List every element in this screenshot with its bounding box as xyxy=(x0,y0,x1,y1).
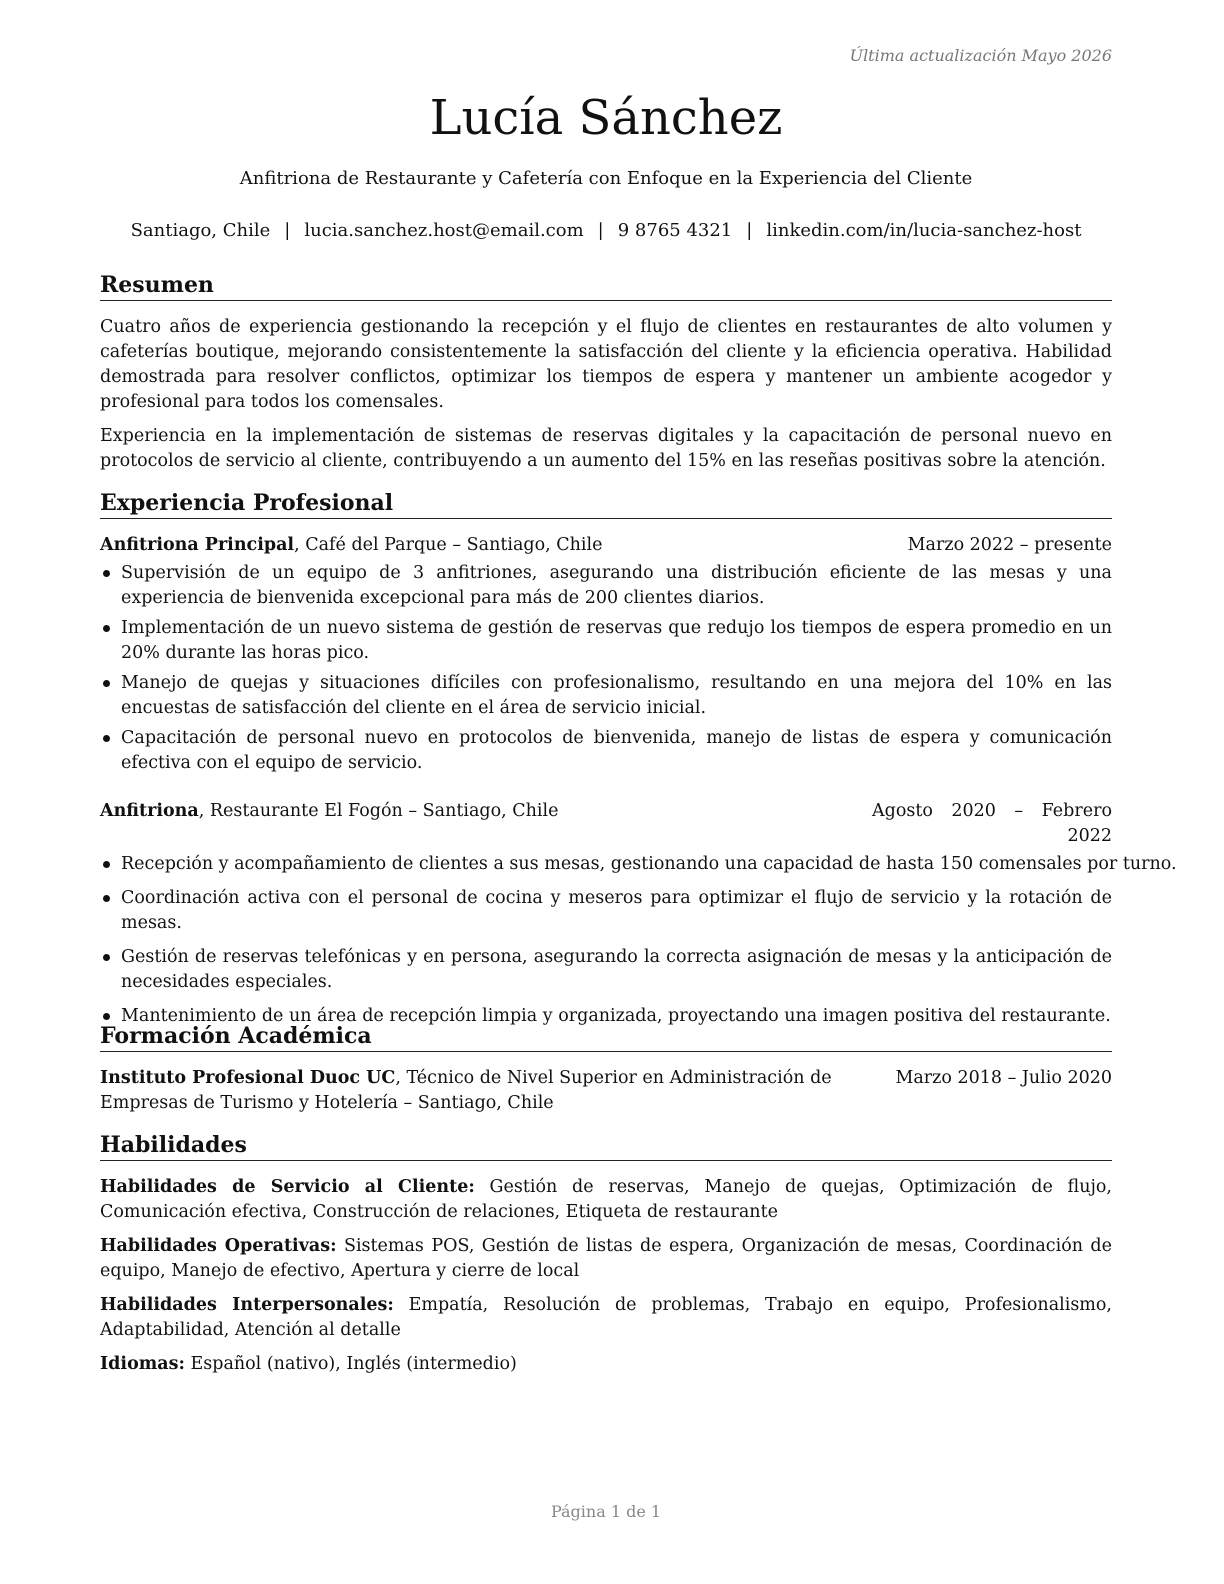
job-bullet: Capacitación de personal nuevo en protocolos de bienvenida, manejo de listas de espera y comunicación efectiva con el equipo de servicio. xyxy=(100,726,1112,776)
skills-title: Habilidades xyxy=(100,1131,1112,1161)
summary-paragraph: Experiencia en la implementación de sistemas de reservas digitales y la capacitación de personal nuevo en protocolos de servicio al cliente, contribuyendo a un aumento del 15% en las reseñas positivas sobre la atención. xyxy=(100,426,1112,471)
contact-line xyxy=(100,219,1112,243)
contact-phone: 9 8765 4321 xyxy=(617,220,733,241)
experience-section xyxy=(100,489,1177,1029)
education-title: Formación Académica xyxy=(100,1022,1112,1052)
skill-items: Gestión de reservas, Manejo de quejas, Optimización de flujo, Comunicación efectiva, Construcción de relaciones, Etiqueta de restaurante xyxy=(100,1177,1112,1222)
education-institution: Instituto Profesional Duoc UC xyxy=(100,1068,396,1088)
job-bullets xyxy=(100,852,1177,1029)
candidate-tagline: Anfitriona de Restaurante y Cafetería con Enfoque en la Experiencia del Cliente xyxy=(239,168,973,189)
job-dates: Agosto 2020 – Febrero 2022 xyxy=(872,801,1112,846)
job-dates: Marzo 2022 – presente xyxy=(907,535,1112,555)
skill-group xyxy=(100,1352,1112,1377)
skill-label: Habilidades Operativas: xyxy=(100,1236,337,1256)
job-bullet: Mantenimiento de un área de recepción limpia y organizada, proyectando una imagen positiva del restaurante. xyxy=(100,1004,1112,1029)
job-bullet: Gestión de reservas telefónicas y en persona, asegurando la correcta asignación de mesas y la anticipación de necesidades especiales. xyxy=(100,945,1112,995)
skill-items: Español (nativo), Inglés (intermedio) xyxy=(184,1354,517,1374)
job-company: , Restaurante El Fogón – Santiago, Chile xyxy=(198,801,559,821)
job-header xyxy=(100,533,1112,558)
job-bullet: Implementación de un nuevo sistema de gestión de reservas que redujo los tiempos de espera promedio en un 20% durante las horas pico. xyxy=(100,616,1112,666)
last-updated: Última actualización Mayo 2026 xyxy=(849,46,1112,65)
skills-body xyxy=(100,1175,1112,1377)
job-header xyxy=(100,799,1112,846)
job-company: , Café del Parque – Santiago, Chile xyxy=(294,535,603,555)
skills-section xyxy=(100,1131,1112,1377)
job-entry xyxy=(100,799,1177,1029)
contact-email[interactable]: lucia.sanchez.host@email.com xyxy=(304,220,584,241)
summary-body xyxy=(100,315,1112,474)
skill-label: Habilidades Interpersonales: xyxy=(100,1295,394,1315)
contact-separator: | xyxy=(597,220,604,241)
job-bullet: Recepción y acompañamiento de clientes a sus mesas, gestionando una capacidad de hasta 150 comensales por turno. xyxy=(100,852,1118,877)
summary-paragraph: Cuatro años de experiencia gestionando la recepción y el flujo de clientes en restaurantes de alto volumen y cafeterías boutique, mejorando consistentemente la satisfacción del cliente y la eficiencia operativa. Habilidad demostrada para resolver conflictos, optimizar los tiempos de espera y mantener un ambiente acogedor y profesional para todos los comensales. xyxy=(100,317,1112,412)
skill-group xyxy=(100,1234,1112,1284)
resume-page xyxy=(100,0,1177,1584)
skill-items: Empatía, Resolución de problemas, Trabajo en equipo, Profesionalismo, Adaptabilidad, Atención al detalle xyxy=(100,1295,1112,1340)
skill-group xyxy=(100,1293,1112,1343)
experience-title: Experiencia Profesional xyxy=(100,489,1112,519)
education-detail: , Técnico de Nivel Superior en Administración de Empresas de Turismo y Hotelería – Santiago, Chile xyxy=(100,1068,832,1113)
job-bullet: Coordinación activa con el personal de cocina y meseros para optimizar el flujo de servicio y la rotación de mesas. xyxy=(100,886,1112,936)
job-bullet: Manejo de quejas y situaciones difíciles con profesionalismo, resultando en una mejora del 10% en las encuestas de satisfacción del cliente en el área de servicio inicial. xyxy=(100,671,1112,721)
page-number: Página 1 de 1 xyxy=(550,1502,662,1521)
summary-title: Resumen xyxy=(100,271,1112,301)
contact-separator: | xyxy=(284,220,291,241)
candidate-name: Lucía Sánchez xyxy=(429,90,783,146)
education-section xyxy=(100,1022,1112,1116)
contact-separator: | xyxy=(746,220,753,241)
job-role: Anfitriona xyxy=(100,801,199,821)
education-entry xyxy=(100,1066,1112,1116)
job-bullets xyxy=(100,561,1112,776)
summary-section xyxy=(100,271,1112,474)
skill-items: Sistemas POS, Gestión de listas de espera, Organización de mesas, Coordinación de equipo, Manejo de efectivo, Apertura y cierre de local xyxy=(100,1236,1112,1281)
skill-label: Habilidades de Servicio al Cliente: xyxy=(100,1177,475,1197)
contact-linkedin[interactable]: linkedin.com/in/lucia-sanchez-host xyxy=(766,220,1082,241)
job-entry xyxy=(100,533,1112,776)
job-role: Anfitriona Principal xyxy=(100,535,295,555)
skill-group xyxy=(100,1175,1112,1225)
contact-location: Santiago, Chile xyxy=(130,220,271,241)
job-bullet: Supervisión de un equipo de 3 anfitriones, asegurando una distribución eficiente de las mesas y una experiencia de bienvenida excepcional para más de 200 clientes diarios. xyxy=(100,561,1112,611)
education-dates: Marzo 2018 – Julio 2020 xyxy=(895,1068,1112,1088)
skill-label: Idiomas: xyxy=(100,1354,185,1374)
